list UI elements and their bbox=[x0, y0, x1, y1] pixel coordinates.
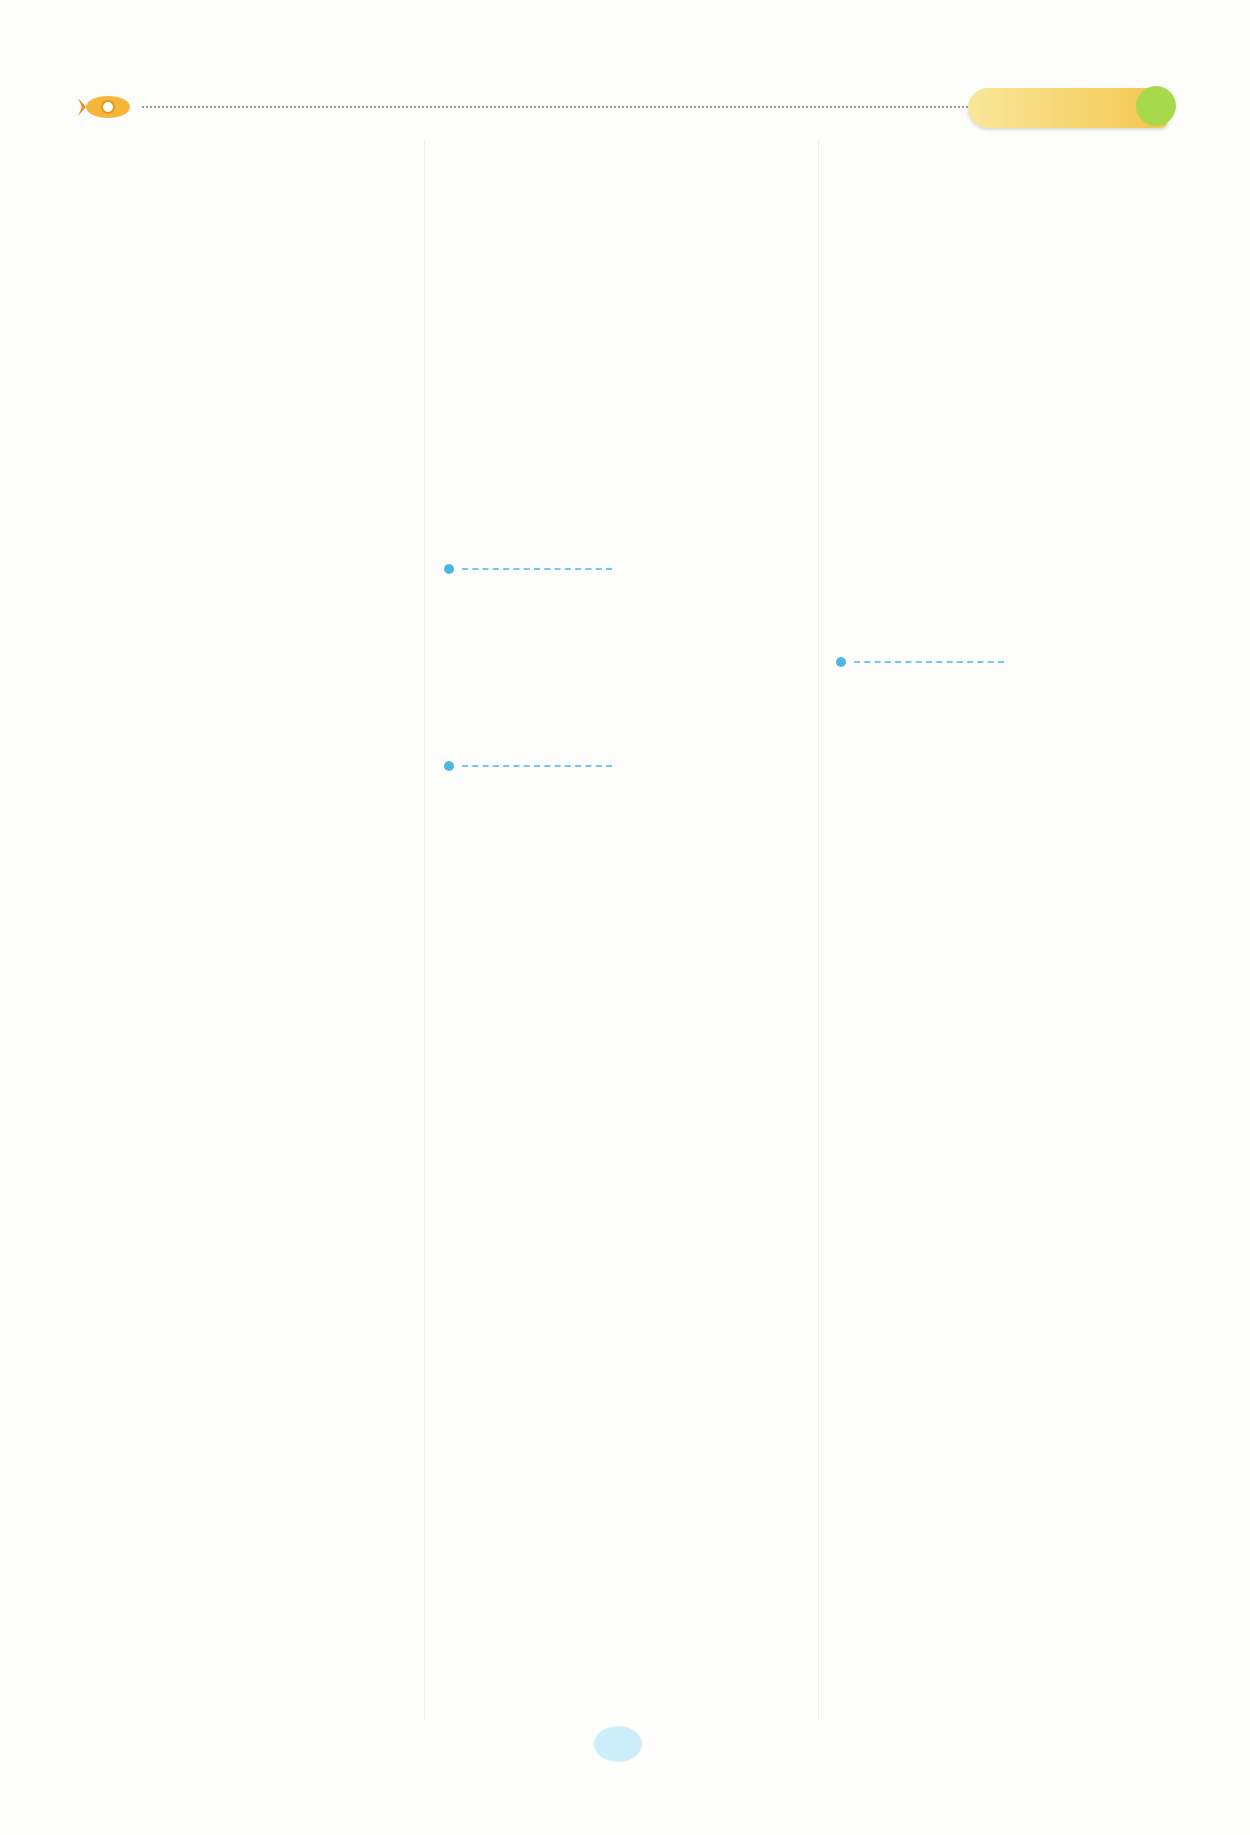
exercise-title bbox=[524, 1003, 546, 1027]
section-separator bbox=[444, 749, 824, 800]
bullet-icon bbox=[444, 761, 454, 771]
exercise-title bbox=[928, 222, 950, 246]
exercise-title bbox=[120, 1287, 142, 1311]
unit-heading bbox=[560, 955, 582, 979]
section-separator bbox=[836, 645, 1216, 696]
answer-row bbox=[48, 1372, 408, 1423]
answer-row bbox=[48, 1073, 408, 1124]
header-dotted-line bbox=[142, 106, 968, 108]
answer-row bbox=[48, 357, 408, 408]
answer-row bbox=[48, 255, 408, 306]
answer-row bbox=[48, 920, 408, 971]
answer-row bbox=[48, 1175, 408, 1226]
answer-row bbox=[48, 869, 408, 920]
answer-row bbox=[48, 767, 408, 818]
column-divider bbox=[818, 140, 819, 1720]
answer-row bbox=[48, 563, 408, 614]
answer-block bbox=[48, 1372, 408, 1525]
volume-label bbox=[1136, 86, 1176, 126]
answer-row bbox=[48, 716, 408, 767]
exercise-title bbox=[112, 1540, 134, 1564]
answer-row bbox=[48, 1022, 408, 1073]
answer-row bbox=[48, 306, 408, 357]
exercise-title bbox=[93, 437, 115, 461]
answer-row bbox=[48, 1226, 408, 1277]
answer-row bbox=[48, 971, 408, 1022]
answer-row bbox=[48, 1676, 408, 1728]
bullet-icon bbox=[836, 657, 846, 667]
answer-row bbox=[48, 1624, 408, 1676]
answer-row bbox=[48, 614, 408, 665]
page-number bbox=[594, 1726, 642, 1762]
answer-block bbox=[48, 1624, 408, 1728]
bullet-icon bbox=[444, 564, 454, 574]
answer-row bbox=[48, 1124, 408, 1175]
answer-row bbox=[48, 1423, 408, 1474]
answer-block bbox=[48, 255, 408, 408]
exercise-title bbox=[140, 172, 162, 196]
answer-block bbox=[48, 512, 408, 1277]
answer-row bbox=[48, 512, 408, 563]
section-separator bbox=[444, 552, 824, 603]
grade-badge bbox=[968, 88, 1168, 128]
answer-row bbox=[48, 1474, 408, 1525]
exercise-title bbox=[928, 818, 950, 842]
answer-row bbox=[48, 818, 408, 869]
answer-row bbox=[48, 665, 408, 716]
column-divider bbox=[424, 140, 425, 1720]
rocket-icon bbox=[78, 92, 136, 122]
